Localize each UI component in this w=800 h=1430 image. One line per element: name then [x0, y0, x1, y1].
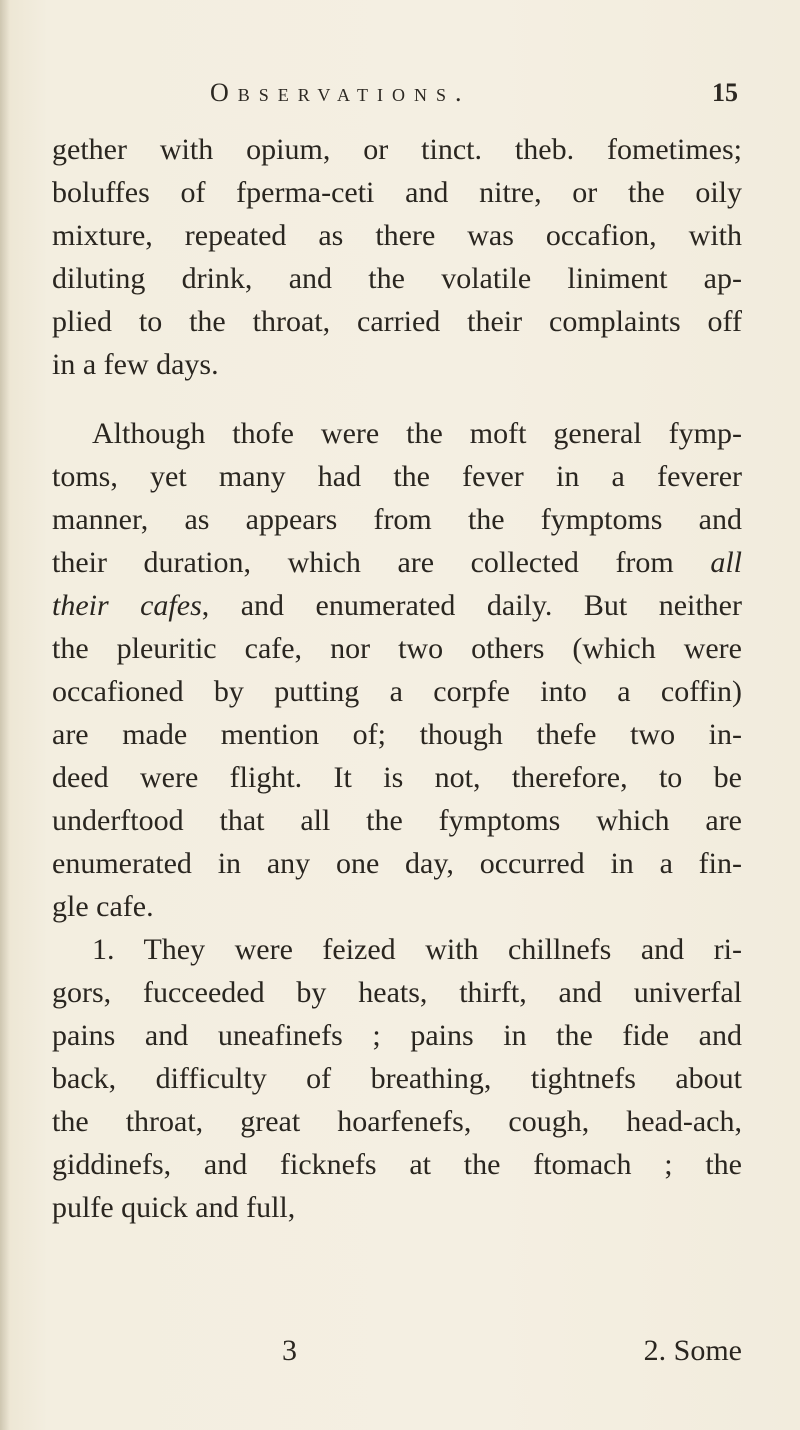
- text-line: plied to the throat, carried their complaints off: [52, 305, 742, 338]
- text-segment: their duration, which are collected from: [52, 546, 674, 579]
- italic-text: their cafes: [52, 589, 202, 622]
- text-line-with-italic: [52, 541, 742, 584]
- text-line: giddinefs, and ficknefs at the ftomach ; the: [52, 1148, 742, 1181]
- text-line: 1. They were feized with chillnefs and ri-: [92, 933, 742, 966]
- text-line: gors, fucceeded by heats, thirft, and univerfal: [52, 976, 742, 1009]
- text-line: pulfe quick and full,: [52, 1191, 296, 1224]
- running-title: Observations.: [210, 78, 471, 107]
- text-line: mixture, repeated as there was occafion, with: [52, 219, 742, 252]
- catchword: 2. Some: [643, 1334, 742, 1367]
- italic-text: all: [710, 546, 742, 579]
- text-line: are made mention of; though thefe two in-: [52, 718, 742, 751]
- text-line: diluting drink, and the volatile liniment ap-: [52, 262, 742, 295]
- text-line-with-italic: [52, 584, 742, 627]
- text-line: underftood that all the fymptoms which are: [52, 804, 742, 837]
- text-line: gether with opium, or tinct. theb. fometimes;: [52, 133, 742, 166]
- text-line: boluffes of fperma-ceti and nitre, or the oily: [52, 176, 742, 209]
- text-line: the pleuritic cafe, nor two others (which were: [52, 632, 742, 665]
- signature-mark: 3: [282, 1334, 297, 1367]
- text-line: in a few days.: [52, 348, 219, 381]
- text-line: manner, as appears from the fymptoms and: [52, 503, 742, 536]
- page-number: 15: [712, 78, 738, 107]
- page-edge-shadow: [0, 0, 10, 1430]
- text-line: pains and uneafinefs ; pains in the fide and: [52, 1019, 742, 1052]
- text-line: the throat, great hoarfenefs, cough, head-ach,: [52, 1105, 742, 1138]
- body-text: [52, 128, 742, 1229]
- text-line: back, difficulty of breathing, tightnefs about: [52, 1062, 742, 1095]
- text-line: gle cafe.: [52, 890, 154, 923]
- text-line: toms, yet many had the fever in a feverer: [52, 460, 742, 493]
- text-line: Although thofe were the moft general fymp-: [92, 417, 742, 450]
- paragraph-gap: [52, 386, 742, 412]
- text-line: enumerated in any one day, occurred in a fin-: [52, 847, 742, 880]
- text-line: occafioned by putting a corpfe into a coffin): [52, 675, 742, 708]
- text-segment: , and enumerated daily. But neither: [201, 589, 742, 622]
- text-line: deed were flight. It is not, therefore, to be: [52, 761, 742, 794]
